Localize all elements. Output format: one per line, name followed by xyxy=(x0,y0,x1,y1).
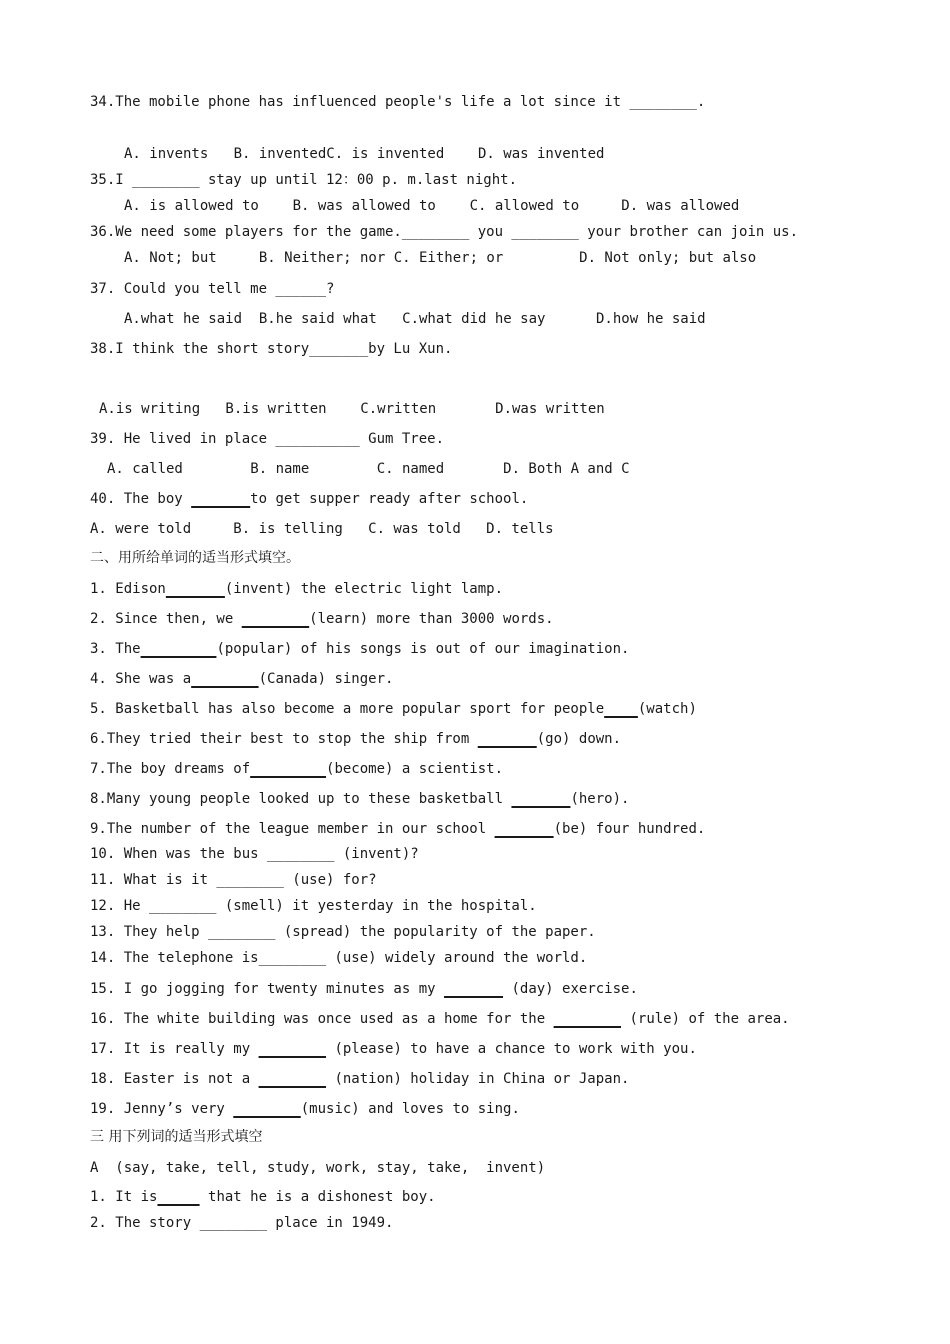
line-text-after-blank: (watch) xyxy=(637,701,697,717)
question-line xyxy=(90,640,629,658)
line-text-after-blank: (rule) of the area. xyxy=(621,1011,790,1027)
line-text: 2. Since then, we xyxy=(90,611,242,627)
line-text: 18. Easter is not a xyxy=(90,1071,259,1087)
line-text: 2. The story ________ place in 1949. xyxy=(90,1215,394,1231)
section-heading xyxy=(90,549,300,567)
line-text: 1. Edison xyxy=(90,581,166,597)
line-text: 三 用下列词的适当形式填空 xyxy=(90,1129,263,1145)
line-text-after-blank: (become) a scientist. xyxy=(326,761,504,777)
question-line xyxy=(124,310,706,328)
answer-blank[interactable] xyxy=(233,1101,300,1117)
line-text: A. is allowed to B. was allowed to C. allowed to D. was allowed xyxy=(124,198,740,214)
question-line xyxy=(90,980,638,998)
line-text-after-blank: (music) and loves to sing. xyxy=(300,1101,520,1117)
line-text: 8.Many young people looked up to these basketball xyxy=(90,791,512,807)
line-text: 34.The mobile phone has influenced people's life a lot since it ________. xyxy=(90,94,706,110)
question-line xyxy=(90,520,554,538)
question-line xyxy=(90,280,334,298)
line-text: 14. The telephone is________ (use) widely around the world. xyxy=(90,950,588,966)
line-text-after-blank: (please) to have a chance to work with you. xyxy=(326,1041,697,1057)
line-text: 1. It is xyxy=(90,1189,158,1205)
question-line xyxy=(90,871,377,889)
question-line xyxy=(90,1159,545,1177)
section-heading xyxy=(90,1128,262,1146)
line-text: 16. The white building was once used as a home for the xyxy=(90,1011,554,1027)
question-line xyxy=(90,700,697,718)
question-line xyxy=(90,897,537,915)
answer-blank[interactable] xyxy=(191,671,258,687)
question-line xyxy=(90,730,621,748)
line-text: A. called B. name C. named D. Both A and C xyxy=(107,461,630,477)
question-line xyxy=(99,400,605,418)
answer-blank[interactable] xyxy=(157,1189,199,1205)
question-line xyxy=(90,949,587,967)
answer-blank[interactable] xyxy=(141,641,217,657)
line-text: 15. I go jogging for twenty minutes as my xyxy=(90,981,445,997)
line-text: 40. The boy xyxy=(90,491,192,507)
line-text-after-blank: (be) four hundred. xyxy=(553,821,706,837)
question-line xyxy=(90,1010,790,1028)
line-text: 17. It is really my xyxy=(90,1041,259,1057)
answer-blank[interactable] xyxy=(554,1011,621,1027)
question-line xyxy=(90,670,393,688)
line-text: 9.The number of the league member in our school xyxy=(90,821,495,837)
answer-blank[interactable] xyxy=(259,1071,326,1087)
question-line xyxy=(124,249,756,267)
question-line xyxy=(90,1100,520,1118)
line-text: A.is writing B.is written C.written D.was written xyxy=(99,401,605,417)
line-text: 19. Jenny’s very xyxy=(90,1101,234,1117)
question-line xyxy=(107,460,630,478)
line-text: 13. They help ________ (spread) the popularity of the paper. xyxy=(90,924,596,940)
line-text: 10. When was the bus ________ (invent)? xyxy=(90,846,419,862)
question-line xyxy=(90,430,444,448)
question-line xyxy=(90,93,705,111)
answer-blank[interactable] xyxy=(191,491,250,507)
line-text-after-blank: that he is a dishonest boy. xyxy=(199,1189,436,1205)
line-text: 35.I ________ stay up until 12：00 p. m.last night. xyxy=(90,172,518,188)
line-text-after-blank: (hero). xyxy=(570,791,630,807)
line-text-after-blank: (learn) more than 3000 words. xyxy=(309,611,554,627)
line-text-after-blank: (invent) the electric light lamp. xyxy=(224,581,504,597)
line-text: A.what he said B.he said what C.what did he say D.how he said xyxy=(124,311,706,327)
answer-blank[interactable] xyxy=(444,981,503,997)
question-line xyxy=(90,1188,436,1206)
line-text-after-blank: (day) exercise. xyxy=(503,981,638,997)
question-line xyxy=(90,1070,629,1088)
line-text-after-blank: (popular) of his songs is out of our imagination. xyxy=(216,641,630,657)
line-text: A. Not; but B. Neither; nor C. Either; or D. Not only; but also xyxy=(124,250,757,266)
line-text-after-blank: (go) down. xyxy=(536,731,622,747)
line-text-after-blank: (nation) holiday in China or Japan. xyxy=(326,1071,630,1087)
question-line xyxy=(90,610,554,628)
line-text: 37. Could you tell me ______? xyxy=(90,281,335,297)
line-text-after-blank: (Canada) singer. xyxy=(258,671,394,687)
line-text: 12. He ________ (smell) it yesterday in the hospital. xyxy=(90,898,537,914)
line-text-after-blank: to get supper ready after school. xyxy=(250,491,529,507)
question-line xyxy=(90,223,798,241)
answer-blank[interactable] xyxy=(242,611,309,627)
line-text: 4. She was a xyxy=(90,671,192,687)
line-text: A (say, take, tell, study, work, stay, take, invent) xyxy=(90,1160,546,1176)
question-line xyxy=(90,1214,393,1232)
answer-blank[interactable] xyxy=(495,821,554,837)
question-line xyxy=(90,923,596,941)
line-text: 39. He lived in place __________ Gum Tree. xyxy=(90,431,445,447)
question-line xyxy=(90,340,452,358)
answer-blank[interactable] xyxy=(478,731,537,747)
line-text: A. invents B. inventedC. is invented D. was invented xyxy=(124,146,605,162)
answer-blank[interactable] xyxy=(259,1041,326,1057)
answer-blank[interactable] xyxy=(250,761,326,777)
question-line xyxy=(90,490,528,508)
question-line xyxy=(90,790,629,808)
question-line xyxy=(90,1040,697,1058)
line-text: 38.I think the short story_______by Lu Xun. xyxy=(90,341,453,357)
line-text: 6.They tried their best to stop the ship from xyxy=(90,731,478,747)
question-line xyxy=(90,820,705,838)
line-text: 5. Basketball has also become a more popular sport for people xyxy=(90,701,605,717)
question-line xyxy=(90,580,503,598)
line-text: 7.The boy dreams of xyxy=(90,761,251,777)
question-line xyxy=(90,171,517,189)
line-text: 11. What is it ________ (use) for? xyxy=(90,872,377,888)
line-text: 二、用所给单词的适当形式填空。 xyxy=(90,550,300,566)
question-line xyxy=(124,197,739,215)
question-line xyxy=(90,845,419,863)
answer-blank[interactable] xyxy=(166,581,225,597)
line-text: 3. The xyxy=(90,641,141,657)
answer-blank[interactable] xyxy=(511,791,570,807)
question-line xyxy=(90,760,503,778)
answer-blank[interactable] xyxy=(604,701,638,717)
line-text: A. were told B. is telling C. was told D. tells xyxy=(90,521,554,537)
question-line xyxy=(124,145,604,163)
line-text: 36.We need some players for the game.________ you ________ your brother can join us. xyxy=(90,224,799,240)
